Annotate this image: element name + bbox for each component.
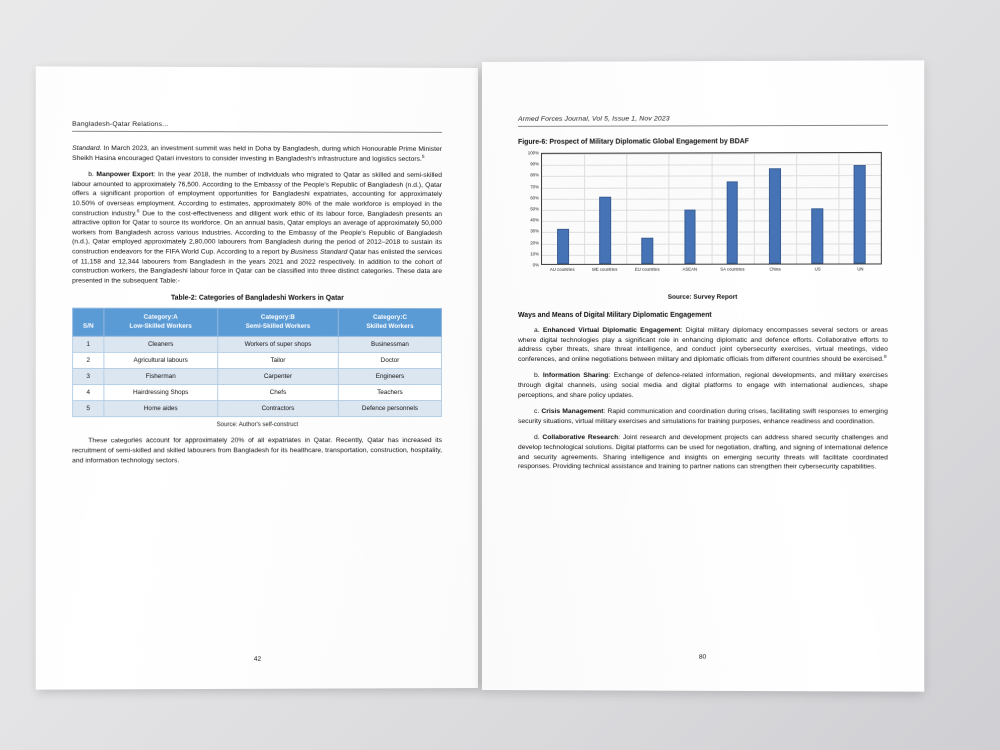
text-run: Due to the cost-effectiveness and diligent work ethic of its labour force, Bangladesh presents an attractive option for Qatar to source its workforce. On an annual basis, Qatar employs an average of approximately 50,000 workers from Bangladesh across various industries. According to the Embassy of the People's Republic of Bangladesh (n.d.), Qatar employed approximately 2,80,000 labourers from Bangladesh during the period of 2012–2018 to sustain its construction endeavors for the FIFA World Cup. According to a report by — [72, 209, 442, 256]
chart-y-tick-label: 70% — [530, 183, 540, 189]
chart-y-tick-label: 60% — [530, 195, 540, 201]
chart-bar — [769, 169, 781, 264]
cell-sn: 3 — [73, 369, 104, 385]
column-header-category-c — [338, 309, 441, 337]
cell-category-a: Home aides — [104, 401, 218, 417]
chart-bars — [542, 153, 881, 264]
chart-y-tick-label: 90% — [530, 161, 540, 167]
left-page — [36, 66, 478, 689]
cell-category-a: Fisherman — [104, 369, 218, 385]
cell-category-c: Teachers — [338, 385, 441, 401]
cell-category-c: Engineers — [338, 369, 441, 385]
text-run: : In the year 2018, the number of individuals who migrated to Qatar as skilled and semi-skilled labour amounted to approximately 76,500. According to the Embassy of the People's Republic of Bangladesh (n.d.), Qatar offers a significant proportion of employment opportunities for Bangladeshi expatriates, accounting for approximately 10.50% of overseas employment. According to estimates, approximately 80% of the male workforce is employed in the construction industry. — [72, 171, 443, 217]
category-b-label: Category:B — [260, 314, 295, 322]
cell-sn: 5 — [73, 401, 104, 417]
chart-x-tick-label: ME countries — [592, 266, 618, 272]
chart-y-tick-label: 50% — [530, 206, 540, 212]
bar-chart — [518, 152, 888, 281]
text-run: : Exchange of defence-related information, regional developments, and military exercises through digital channels, using social media and digital platforms to engage with international audiences, shape perceptions, and share policy updates. — [518, 372, 888, 399]
chart-bar-cell — [626, 154, 668, 264]
paragraph-manpower-export — [72, 170, 442, 286]
text-run: 5 — [421, 154, 425, 160]
table-source-note: Source: Author's self-construct — [216, 422, 299, 429]
table-row — [73, 369, 442, 385]
chart-x-tick-label: EU countries — [634, 266, 660, 272]
column-header-category-b — [217, 309, 338, 337]
text-run: Business Standard — [290, 248, 348, 256]
chart-y-axis — [518, 150, 540, 268]
chart-y-tick-label: 40% — [530, 217, 540, 223]
left-page-number: 42 — [253, 655, 262, 663]
chart-y-tick-label: 10% — [530, 251, 540, 257]
cell-category-c: Defence personnels — [338, 401, 441, 417]
table-header-row — [73, 308, 442, 336]
paragraph-d-collaborative-research — [518, 433, 888, 472]
chart-y-tick-label: 30% — [530, 228, 540, 234]
chart-bar — [854, 165, 866, 263]
chart-x-axis-labels — [541, 266, 882, 272]
text-run: Enhanced Virtual Diplomatic Engagement — [542, 326, 681, 334]
right-page-content — [482, 60, 924, 691]
cell-sn: 2 — [73, 353, 104, 369]
section-heading: Ways and Means of Digital Military Diplomatic Engagement — [518, 311, 712, 319]
cell-category-b: Chefs — [217, 385, 338, 401]
chart-source-note: Source: Survey Report — [667, 293, 738, 301]
table-caption: Table-2: Categories of Bangladeshi Workers in Qatar — [170, 295, 344, 303]
text-run: : Rapid communication and coordination during crises, facilitating swift responses to emerging security situations, virtual military exercises and simulations for training purposes, enhance readiness and coordination. — [518, 408, 888, 425]
right-page-number: 80 — [698, 653, 707, 661]
chart-bar — [642, 237, 654, 263]
paragraph-a-virtual-engagement — [518, 326, 888, 365]
table-header — [73, 308, 442, 336]
cell-category-a: Agricultural labours — [104, 353, 218, 369]
chart-x-tick-label: China — [769, 266, 781, 272]
text-run: Standard. — [72, 144, 102, 152]
category-c-label: Category:C — [372, 314, 407, 322]
chart-bar — [599, 197, 611, 264]
left-running-header: Bangladesh-Qatar Relations... — [72, 121, 442, 133]
table-row — [73, 337, 442, 353]
cell-category-b: Tailor — [217, 353, 338, 369]
category-c-name: Skilled Workers — [366, 323, 414, 331]
column-header-category-a — [104, 309, 218, 337]
category-a-name: Low-Skilled Workers — [129, 323, 192, 331]
workers-categories-table — [72, 308, 442, 418]
table-row — [73, 353, 442, 369]
cell-sn: 1 — [73, 337, 104, 353]
column-header-sn: S/N — [73, 308, 104, 336]
chart-bar-cell — [796, 153, 838, 264]
text-run: b. — [534, 372, 543, 380]
cell-category-a: Hairdressing Shops — [104, 385, 218, 401]
right-running-header: Armed Forces Journal, Vol 5, Issue 1, Nov 2023 — [518, 115, 888, 127]
cell-category-b: Workers of super shops — [217, 337, 338, 353]
category-b-name: Semi-Skilled Workers — [245, 323, 311, 331]
left-page-content — [36, 66, 478, 689]
table-row — [73, 385, 442, 401]
chart-y-tick-label: 0% — [532, 262, 540, 268]
table-body — [73, 337, 442, 417]
chart-x-tick-label: US — [814, 266, 821, 272]
cell-sn: 4 — [73, 385, 104, 401]
cell-category-c: Doctor — [338, 353, 441, 369]
cell-category-a: Cleaners — [104, 337, 218, 353]
chart-bar — [811, 208, 823, 263]
figure-caption: Figure-6: Prospect of Military Diplomatic Global Engagement by BDAF — [518, 138, 749, 146]
chart-x-tick-label: ASEAN — [682, 266, 698, 272]
text-run: Crisis Management — [541, 408, 604, 416]
chart-bar — [684, 210, 696, 264]
cell-category-c: Businessman — [338, 337, 441, 353]
text-run: 6 — [136, 208, 140, 214]
chart-y-tick-label: 20% — [530, 240, 540, 246]
chart-y-tick-label: 80% — [530, 172, 540, 178]
chart-x-tick-label: SA countries — [720, 266, 745, 272]
text-run: c. — [534, 408, 542, 416]
text-run: 9 — [883, 354, 887, 360]
paragraph-closing: These categories account for approximately 20% of all expatriates in Qatar. Recently, Qatar has increased its recruitment of semi-skilled and skilled labourers from Bangladesh for its healthcare, transportation, construction, hospitality, and information technology sectors. — [72, 437, 442, 464]
chart-bar — [726, 181, 738, 264]
chart-bar-cell — [542, 154, 584, 264]
cell-category-b: Contractors — [217, 401, 338, 417]
chart-bar-cell — [669, 153, 711, 263]
text-run: In March 2023, an investment summit was held in Doha by Bangladesh, during which Honourable Prime Minister Sheikh Hasina encouraged Qatari investors to consider investing in Bangladesh's infrastructure and logistics sectors. — [72, 144, 442, 163]
chart-plot-area — [541, 152, 882, 265]
chart-bar — [557, 229, 569, 264]
text-run: d. — [534, 434, 543, 442]
chart-bar-cell — [753, 153, 795, 263]
paragraph-b-information-sharing — [518, 371, 888, 400]
paragraph-standard — [72, 144, 442, 164]
chart-x-tick-label: UN — [857, 266, 864, 272]
text-run: Qatar has enlisted the services of 11,158 and 12,344 labourers from Bangladesh in the years 2021 and 2022 respectively. In addition to the cohort of construction workers, the Bangladeshi labour force in Qatar can be classified into three distinct categories. These data are presented in the subsequent Table:- — [72, 248, 442, 285]
text-run: a. — [534, 326, 543, 334]
paragraph-c-crisis-management — [518, 407, 888, 426]
chart-y-tick-label: 100% — [527, 150, 540, 156]
text-run: : Digital military diplomacy encompasses several sectors or areas where digital technologies play a significant role in enhancing diplomatic and defence efforts. Collaborative efforts to address cyber threats, share threat intelligence, and conduct joint cybersecurity exercises, virtual meetings, video conferences, and online negotiations between military and diplomatic officials from different countries should be exercised. — [518, 326, 888, 363]
text-run: b. — [88, 171, 97, 179]
chart-bar-cell — [584, 154, 626, 264]
chart-x-tick-label: AU countries — [549, 266, 575, 272]
text-run: Information Sharing — [542, 372, 609, 380]
right-page — [482, 60, 924, 691]
chart-bar-cell — [838, 153, 880, 264]
text-run: : Joint research and development projects can address shared security challenges and develop technological solutions. Digital platforms can be used for negotiation, drafting, and signing of international defence and security agreements. Sharing intelligence and insights on emerging security threats will facilitate coordinated responses. Providing technical assistance and training to partner nations can strengthen their cybersecurity capabilities. — [518, 434, 888, 471]
category-a-label: Category:A — [143, 314, 178, 322]
text-run: Collaborative Research — [542, 434, 619, 442]
chart-bar-cell — [711, 153, 753, 263]
text-run: Manpower Export — [96, 171, 154, 179]
table-row — [73, 401, 442, 417]
cell-category-b: Carpenter — [217, 369, 338, 385]
